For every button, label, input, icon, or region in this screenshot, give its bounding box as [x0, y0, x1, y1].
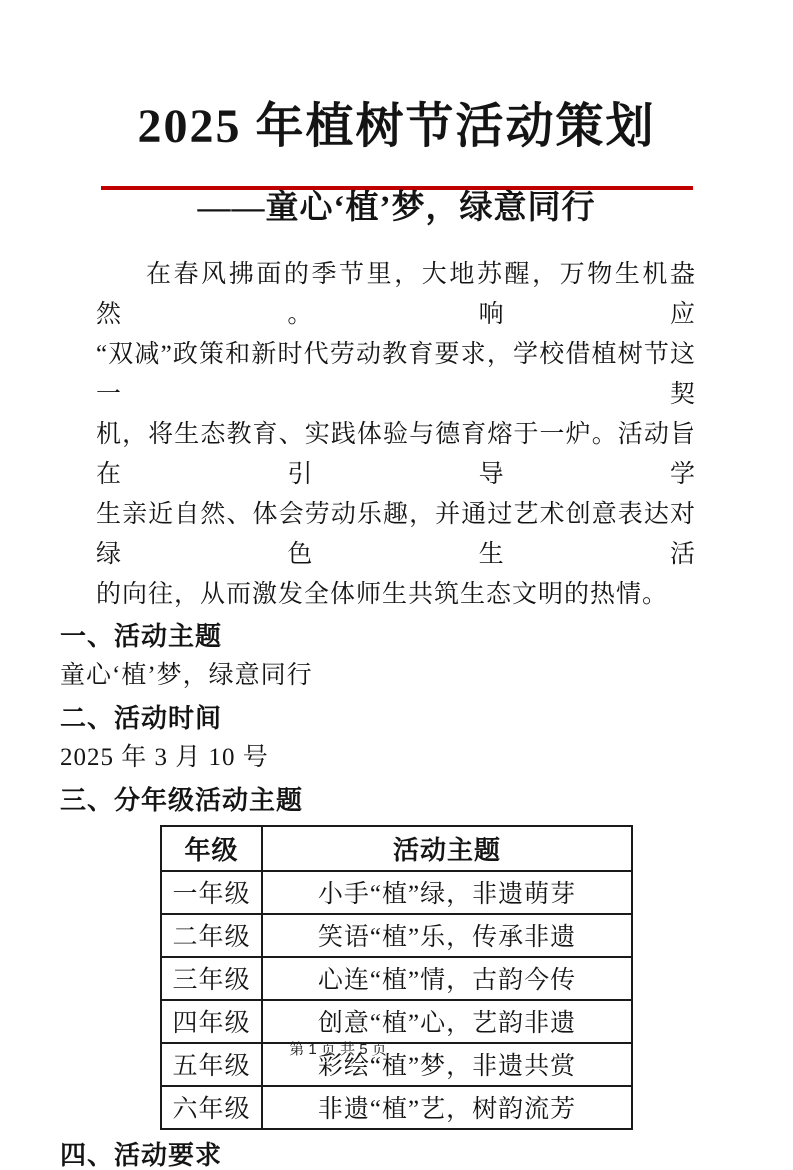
- section-heading-theme: 一、活动主题: [60, 620, 223, 651]
- section-body-time: 2025 年 3 月 10 号: [60, 743, 269, 771]
- table-row: [161, 1000, 632, 1043]
- table-cell-theme: 非遗“植”艺，树韵流芳: [262, 1086, 632, 1129]
- section-body-theme: 童心‘植’梦，绿意同行: [60, 661, 313, 689]
- table-row: [161, 1086, 632, 1129]
- intro-line-2: “双减”政策和新时代劳动教育要求，学校借植树节这一契: [96, 340, 696, 408]
- table-cell-theme: 创意“植”心，艺韵非遗: [262, 1000, 632, 1043]
- table-header-row: [161, 826, 632, 871]
- table-cell-theme: 心连“植”情，古韵今传: [262, 957, 632, 1000]
- grade-theme-table: [160, 825, 633, 1130]
- table-cell-grade: 三年级: [161, 957, 262, 1000]
- section-heading-requirements: 四、活动要求: [60, 1139, 223, 1170]
- page-subtitle: ——童心‘植’梦，绿意同行: [197, 189, 596, 226]
- section-heading-time: 二、活动时间: [60, 702, 223, 733]
- page-title: 2025 年植树节活动策划: [137, 100, 656, 153]
- grade-theme-table-body: [161, 871, 632, 1129]
- table-header-theme: 活动主题: [262, 826, 632, 871]
- intro-line-1: 在春风拂面的季节里，大地苏醒，万物生机盎然。响应: [96, 260, 696, 328]
- table-row: [161, 914, 632, 957]
- table-cell-grade: 五年级: [161, 1043, 262, 1086]
- intro-paragraph: [96, 255, 696, 615]
- table-cell-grade: 一年级: [161, 871, 262, 914]
- section-heading-grade-themes: 三、分年级活动主题: [60, 784, 304, 815]
- grade-theme-table-head: [161, 826, 632, 871]
- page-footer: 第 1 页 共 5 页: [289, 1041, 387, 1058]
- table-cell-theme: 彩绘“植”梦，非遗共赏: [262, 1043, 632, 1086]
- table-cell-grade: 四年级: [161, 1000, 262, 1043]
- intro-line-5: 的向往，从而激发全体师生共筑生态文明的热情。: [96, 580, 669, 608]
- table-cell-theme: 笑语“植”乐，传承非遗: [262, 914, 632, 957]
- table-row: [161, 957, 632, 1000]
- table-row: [161, 871, 632, 914]
- table-header-grade: 年级: [161, 826, 262, 871]
- table-cell-grade: 二年级: [161, 914, 262, 957]
- intro-line-3: 机，将生态教育、实践体验与德育熔于一炉。活动旨在引导学: [96, 420, 696, 488]
- table-cell-theme: 小手“植”绿，非遗萌芽: [262, 871, 632, 914]
- intro-line-4: 生亲近自然、体会劳动乐趣，并通过艺术创意表达对绿色生活: [96, 500, 696, 568]
- table-cell-grade: 六年级: [161, 1086, 262, 1129]
